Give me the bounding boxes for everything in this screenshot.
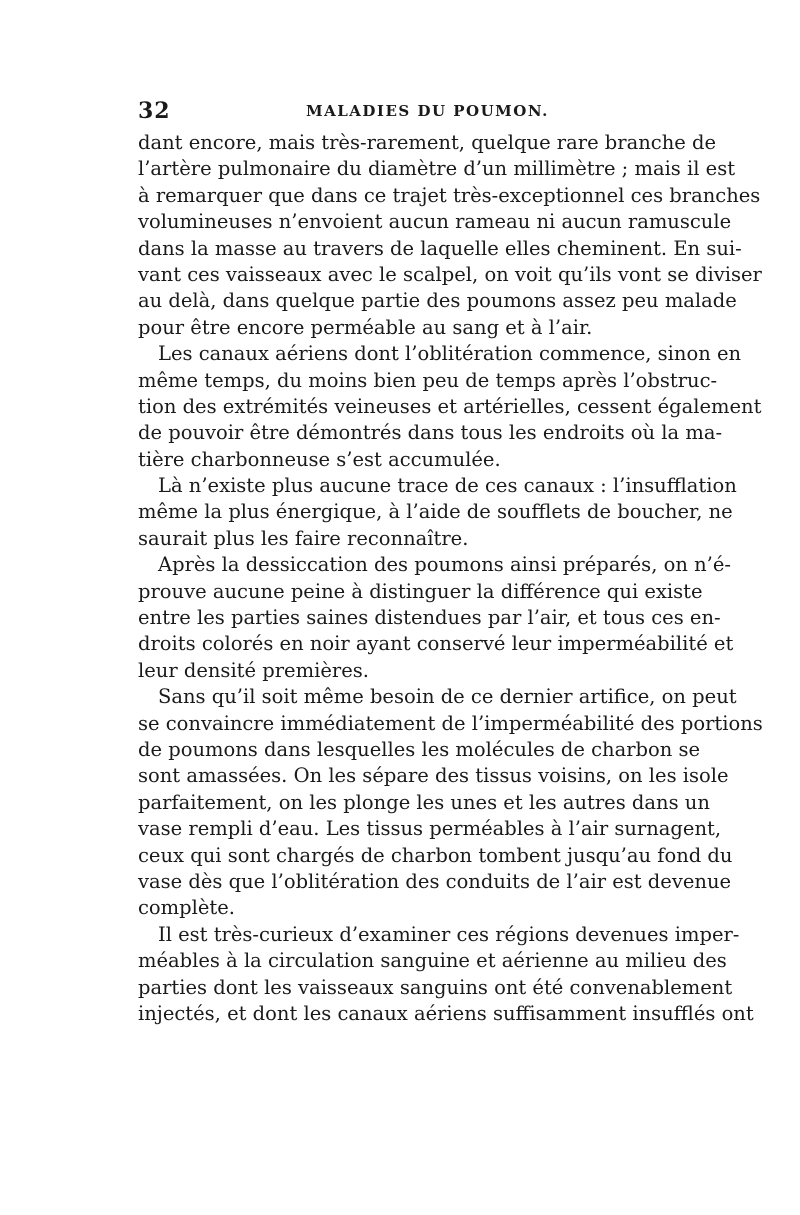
text-line: saurait plus les faire reconnaître. xyxy=(138,526,469,550)
text-line: méables à la circulation sanguine et aérienne au milieu des xyxy=(138,949,727,973)
text-line: prouve aucune peine à distinguer la différence qui existe xyxy=(138,579,703,603)
text-line: Sans qu’il soit même besoin de ce dernier artifice, on peut xyxy=(158,685,737,709)
text-line: même temps, du moins bien peu de temps après l’obstruc- xyxy=(138,368,718,392)
text-line: Il est très-curieux d’examiner ces régions devenues imper- xyxy=(158,922,740,946)
text-line: même la plus énergique, à l’aide de soufflets de boucher, ne xyxy=(138,500,733,524)
text-line: complète. xyxy=(138,896,235,920)
text-line: de poumons dans lesquelles les molécules de charbon se xyxy=(138,737,701,761)
text-line: Les canaux aériens dont l’oblitération commence, sinon en xyxy=(158,342,742,366)
text-line: à remarquer que dans ce trajet très-exceptionnel ces branches xyxy=(138,183,761,207)
text-line: dant encore, mais très-rarement, quelque rare branche de xyxy=(138,131,717,154)
text-line: Là n’existe plus aucune trace de ces canaux : l’insufflation xyxy=(158,474,737,498)
text-line: tion des extrémités veineuses et artérielles, cessent également xyxy=(138,394,762,418)
text-line: droits colorés en noir ayant conservé leur imperméabilité et xyxy=(138,632,734,656)
text-line: tière charbonneuse s’est accumulée. xyxy=(138,447,501,471)
running-head xyxy=(138,98,670,122)
text-line: au delà, dans quelque partie des poumons assez peu malade xyxy=(138,289,737,313)
text-line: entre les parties saines distendues par l’air, et tous ces en- xyxy=(138,606,721,630)
text-line: Après la dessiccation des poumons ainsi préparés, on n’é- xyxy=(158,553,731,577)
text-line: vase dès que l’oblitération des conduits de l’air est devenue xyxy=(138,869,732,893)
text-line: ceux qui sont chargés de charbon tombent jusqu’au fond du xyxy=(138,843,733,867)
text-line: vant ces vaisseaux avec le scalpel, on voit qu’ils vont se diviser xyxy=(138,262,762,286)
page-number: 32 xyxy=(138,98,171,124)
text-line: l’artère pulmonaire du diamètre d’un millimètre ; mais il est xyxy=(138,157,736,181)
text-line: parties dont les vaisseaux sanguins ont été convenablement xyxy=(138,975,733,999)
text-line: leur densité premières. xyxy=(138,658,369,682)
text-line: dans la masse au travers de laquelle elles cheminent. En sui- xyxy=(138,236,742,260)
running-title: MALADIES DU POUMON. xyxy=(306,102,549,120)
text-line: injectés, et dont les canaux aériens suffisamment insufflés ont xyxy=(138,1001,754,1025)
text-line: pour être encore perméable au sang et à l’air. xyxy=(138,315,593,339)
text-line: parfaitement, on les plonge les unes et les autres dans un xyxy=(138,790,710,814)
text-line: se convaincre immédiatement de l’imperméabilité des portions xyxy=(138,711,763,735)
text-line: vase rempli d’eau. Les tissus perméables à l’air surnagent, xyxy=(138,817,722,841)
text-line: volumineuses n’envoient aucun rameau ni aucun ramuscule xyxy=(138,210,732,234)
text-line: de pouvoir être démontrés dans tous les endroits où la ma- xyxy=(138,421,723,445)
body-text xyxy=(138,130,763,1027)
text-line: sont amassées. On les sépare des tissus voisins, on les isole xyxy=(138,764,729,788)
